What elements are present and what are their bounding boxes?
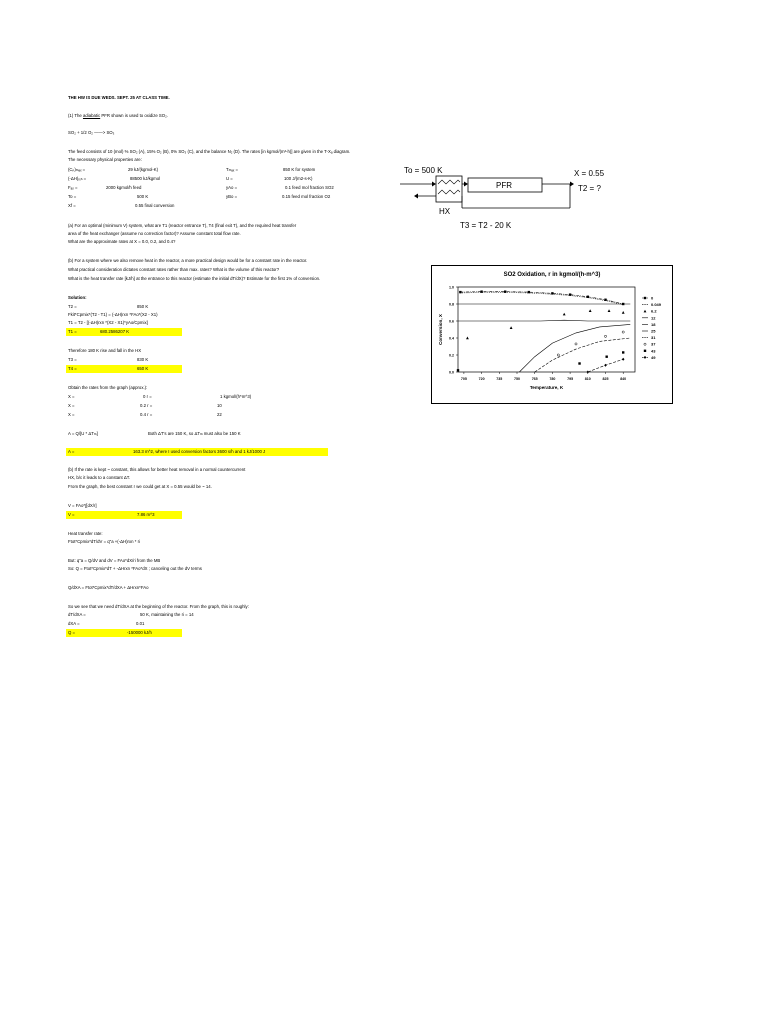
hx-to-pfr-arrowhead <box>464 182 468 187</box>
t1-value: 680.2586207 K <box>100 329 130 334</box>
y-tick-label: 0.4 <box>449 336 454 341</box>
y-axis-label: Conversion, X <box>438 314 443 345</box>
conversion-label: X = 0.55 <box>574 169 605 178</box>
x-axis-label: Temperature, K <box>529 385 564 390</box>
highlight-t4 <box>66 365 182 373</box>
area-equation: A = Q/[U * ΔTₘ] <box>68 431 98 436</box>
so-line: So: Q = Ftot*Cpmix*dT + -ΔHrxn *FAo*dX ; canceling out the dV terms <box>68 566 202 571</box>
legend-label: 25 <box>651 328 656 334</box>
pfr-label: PFR <box>496 181 512 190</box>
prop-value: 2000 kgmol/h feed <box>106 185 142 190</box>
q-label: Q = <box>68 630 76 635</box>
legend-label: 18 <box>651 321 656 327</box>
data-point-43 <box>578 362 580 364</box>
part-b-answer: HX, b/c it leads to a constant ΔT. <box>68 475 131 480</box>
area-label: A = <box>68 449 75 454</box>
legend-label: 49 <box>651 354 656 360</box>
part-b-line: What practical consideration dictates constant rates rather than max. rates? What is the volume of this reactor? <box>68 267 280 272</box>
heat-rate-heading: Heat transfer rate: <box>68 531 103 536</box>
prop-value: 0.55 final conversion <box>135 203 175 208</box>
solution-heading: Solution: <box>68 295 87 300</box>
legend-label: 31 <box>651 335 656 341</box>
data-point-43 <box>457 369 459 371</box>
t2-unknown-label: T2 = ? <box>578 184 601 193</box>
x-tick-label: 825 <box>602 377 609 381</box>
hx-label: HX <box>439 207 451 216</box>
part-b-answer: (b) If the rate is kept ~ constant, this allows for better heat removal in a normal countercurrent <box>68 467 246 472</box>
prop-value: 88500 kJ/kgmol <box>130 176 161 181</box>
part-b-line: (b) For a system where we also remove heat in the reactor, a more practical design would be for a constant rate in the reactor. <box>68 258 308 263</box>
product-arrowhead <box>570 182 574 187</box>
problem-intro: (1) The adiabatic PFR shown is used to oxidize SO₂. <box>68 113 168 118</box>
hx-outlet-arrowhead <box>414 194 418 199</box>
x-tick-label: 705 <box>460 377 467 381</box>
part-a-line: What are the approximate rates at X = 0.0, 0.2, and 0.4? <box>68 239 176 244</box>
t3-relation-label: T3 = T2 - 20 K <box>460 221 512 230</box>
prop-value: 29 kJ/(kgmol-K) <box>128 167 159 172</box>
due-date-header: THE HW IS DUE WEDS. SEPT. 25 AT CLASS TIME. <box>68 95 170 100</box>
prop-value: 0.1 feed mol fraction SO2 <box>285 185 334 190</box>
prop-name: To = <box>68 194 77 199</box>
highlight-volume <box>66 511 182 519</box>
chart-title: SO2 Oxidation, r in kgmol/(h-m^3) <box>503 272 601 278</box>
t3-value: 830 K <box>137 357 149 362</box>
x-tick-label: 750 <box>514 377 520 381</box>
rates-intro: Obtain the rates from the graph (approx.): <box>68 385 148 390</box>
data-point-43 <box>605 356 607 358</box>
x-tick-label: 795 <box>567 377 574 381</box>
y-tick-label: 1.0 <box>449 285 454 290</box>
volume-label: V = <box>68 512 75 517</box>
prop-name: Fₐₒ = <box>68 185 78 190</box>
part-b-line: What is the heat transfer rate [kJ/h] at the entrance to this reactor (estimate the initial dT/dX)? Estimate for the first 1% of conversion. <box>68 276 321 281</box>
prop-name: U = <box>226 176 233 181</box>
heat-rate-eq: Ftot*Cpmix*dT/dV = q"a +(-ΔH)rxn * ri <box>68 539 140 544</box>
reaction-equation: SO₂ + 1/2 O₂ ——> SO₃ <box>68 130 115 135</box>
prop-value: 500 K <box>137 194 149 199</box>
q-dxa-eq: Q/dXA = Ftot*Cpmix*dT/dXA + ΔHrxn*FAo <box>68 585 149 590</box>
feed-arrowhead <box>432 182 436 187</box>
legend-marker <box>644 356 647 359</box>
dxa-value: 0.01 <box>136 621 145 626</box>
area-value: 163.3 m^2, where I used conversion factors 3600 s/h and 1 kJ/1000 J <box>133 449 266 454</box>
prop-value: 0.15 feed mol fraction O2 <box>282 194 331 199</box>
y-tick-label: 0.2 <box>449 353 454 358</box>
x-tick-label: 765 <box>531 377 538 381</box>
prop-value: 850 K for system <box>283 167 316 172</box>
t2-value: 850 K <box>137 304 149 309</box>
hx-rise-note: Therefore 180 K rise and fall in the HX <box>68 348 142 353</box>
part-b-answer: From the graph, the best constant r we could get at X = 0.55 would be ~ 14. <box>68 484 212 489</box>
t1-label: T1 = <box>68 329 77 334</box>
data-point-43 <box>622 351 624 353</box>
t2-label: T2 = <box>68 304 77 309</box>
dxa-label: dXA = <box>68 621 80 626</box>
rate-rv: 1 kgmol/(h*m^3) <box>220 394 252 399</box>
rate-rv: 22 <box>217 412 222 417</box>
y-tick-label: 0.8 <box>449 302 454 307</box>
prop-name: Tₘₐₓ = <box>226 167 239 172</box>
rate-rv: 10 <box>217 403 222 408</box>
legend-marker <box>644 297 646 299</box>
rate-xv: 0.4 r = <box>140 412 153 417</box>
so2-oxidation-chart <box>431 265 673 404</box>
chart-canvas <box>432 266 672 403</box>
part-a-line: (a) For an optimal (minimum V) system, what are T1 (reactor entrance T), T4 (final exit T), and the required heat transfer <box>68 223 297 228</box>
x-tick-label: 735 <box>496 377 503 381</box>
x-tick-label: 810 <box>584 377 591 381</box>
x-tick-label: 720 <box>478 377 485 381</box>
legend-marker <box>644 350 646 352</box>
legend-label: 0 <box>651 295 654 301</box>
rate-x: X = <box>68 412 75 417</box>
x-tick-label: 840 <box>620 377 627 381</box>
y-tick-label: 0.0 <box>449 370 454 375</box>
rate-x: X = <box>68 394 75 399</box>
legend-marker <box>644 343 646 345</box>
dtdxa-value: 50 K, maintaining the ri = 14 <box>140 612 194 617</box>
t4-label: T4 = <box>68 366 77 371</box>
rate-xv: 0.2 r = <box>140 403 153 408</box>
prop-name: (Cₚ)ₘₐₓ = <box>68 167 86 172</box>
properties-intro: The necessary physical properties are: <box>68 157 142 162</box>
prop-name: yAo = <box>226 185 238 190</box>
dtdxa-label: dT/dXA = <box>68 612 86 617</box>
prop-name: (-ΔH)ᵣₓₙ = <box>68 176 87 181</box>
t1-eq: T1 = T2 - [(-ΔH)rxn *(X2 - X1)*yAo/Cpmix] <box>68 320 148 325</box>
prop-value: 100 J/(m2-s-K) <box>284 176 313 181</box>
t3-label: T3 = <box>68 357 77 362</box>
y-tick-label: 0.6 <box>449 319 454 324</box>
prop-name: yBo = <box>226 194 238 199</box>
see-line: So we see that we need dT/dXA at the beginning of the reactor. From the graph, this is roughly: <box>68 604 249 609</box>
volume-equation: V = FAo*∫[dX/r] <box>68 503 97 508</box>
process-diagram <box>398 162 628 234</box>
energy-balance-eq: Fkit*Cpmix*(T2 - T1) = (-ΔH)rxn *FAo*(X2 - X1) <box>68 312 158 317</box>
q-value: -150000 kJ/h <box>127 630 152 635</box>
but-line: But: q"a = Q/dV and dV = FAo*dX/ri from the MB <box>68 558 161 563</box>
area-note: Both ΔT's are 150 K, so ΔTₘ must also be 150 K <box>148 431 241 436</box>
legend-label: 37 <box>651 341 656 347</box>
feed-temp-label: To = 500 K <box>404 166 443 175</box>
rate-xv: 0 r = <box>143 394 152 399</box>
prop-name: Xf = <box>68 203 76 208</box>
legend-label: 43 <box>651 348 656 354</box>
legend-marker <box>644 310 647 313</box>
legend-label: 0.049 <box>651 302 662 308</box>
legend-label: 6.2 <box>651 308 657 314</box>
x-tick-label: 780 <box>549 377 556 381</box>
legend-label: 12 <box>651 315 656 321</box>
highlight-q <box>66 629 182 637</box>
volume-value: 7.86 m^3 <box>137 512 155 517</box>
rate-x: X = <box>68 403 75 408</box>
plot-area <box>458 287 635 372</box>
part-a-line: area of the heat exchanger (assume no correction factor)? Assume constant total flow rate. <box>68 231 241 236</box>
feed-description: The feed consists of 10 (mol) % SO₂ (A), 15% O₂ (B), 0% SO₃ (C), and the balance N₂ (D). The rates [in kgmol/(m³-h)] are given in the T-Xₐ diagram. <box>68 149 351 154</box>
t4-value: 650 K <box>137 366 149 371</box>
